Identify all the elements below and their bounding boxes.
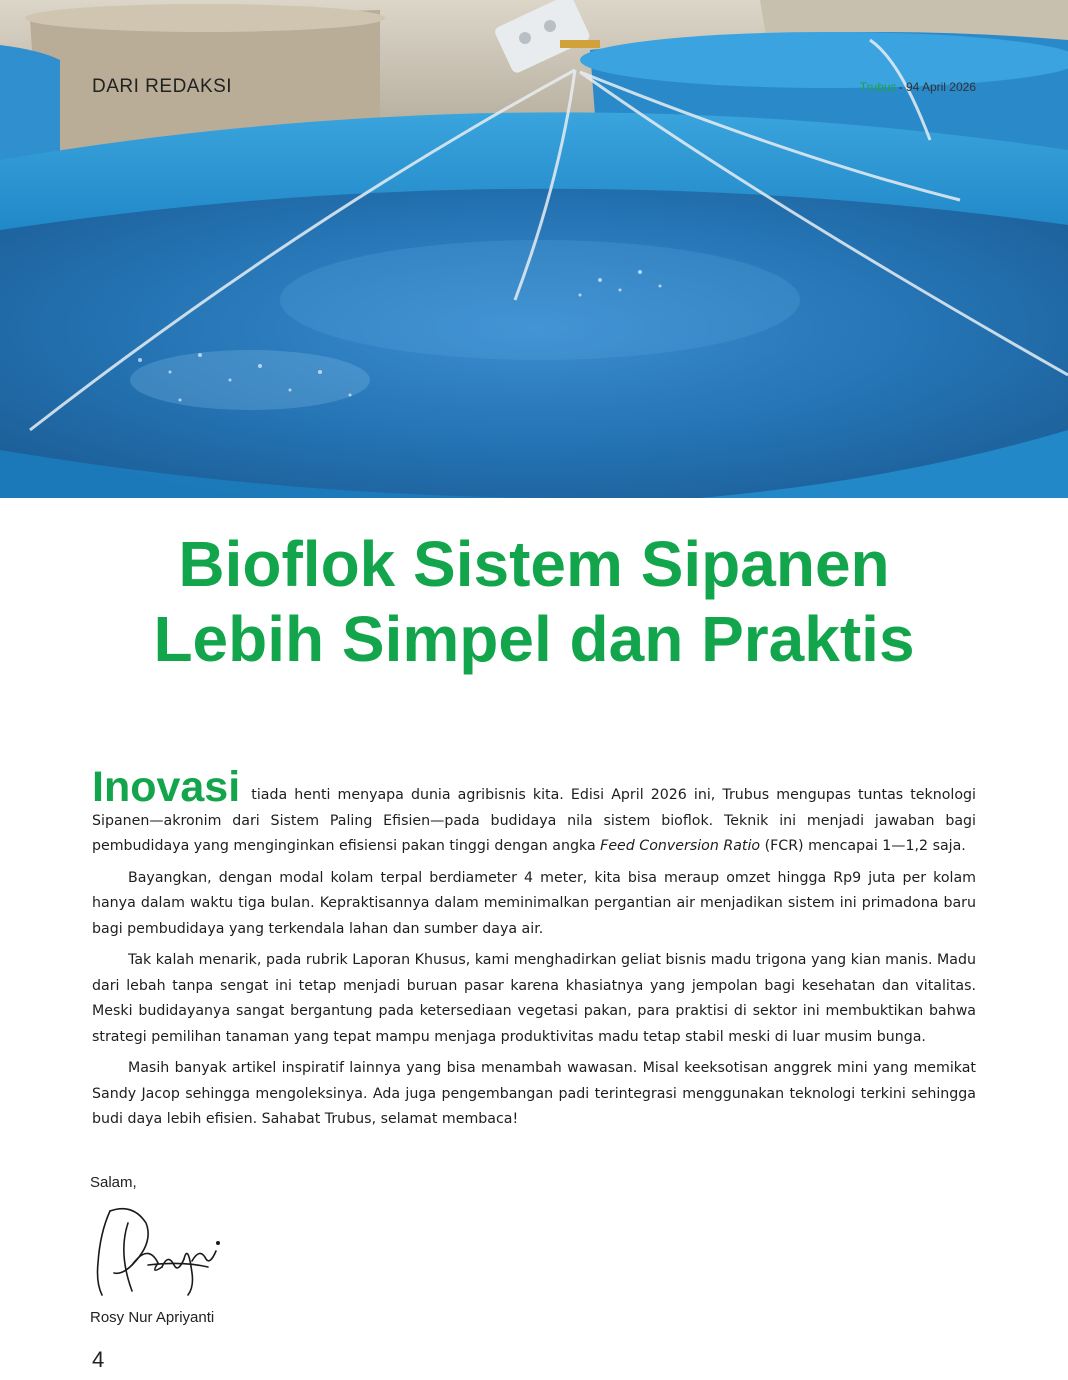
page-number: 4 xyxy=(92,1347,105,1372)
closing-greeting: Salam, xyxy=(90,1174,137,1191)
issue-brand: Trubus xyxy=(859,80,897,94)
signer-name: Rosy Nur Apriyanti xyxy=(90,1309,215,1326)
p1-text-a: tiada henti menyapa dunia agribisnis kita. Edisi April 2026 ini, Trubus mengupas tuntas teknologi Sipanen—akronim dari Sistem Paling Efisien—pada budidaya nila sistem bioflok. Teknik ini menjadi jawaban bagi pembudidaya yang menginginkan efisiensi pakan tinggi dengan angka xyxy=(92,787,976,854)
photo-biofloc-tank-icon xyxy=(0,0,1068,498)
page-title xyxy=(0,527,1068,677)
p1-text-b: (FCR) mencapai 1—1,2 saja. xyxy=(760,838,966,854)
hero-photo xyxy=(0,0,1068,498)
article-body xyxy=(92,763,976,1139)
paragraph-3: Tak kalah menarik, pada rubrik Laporan Khusus, kami menghadirkan geliat bisnis madu trigona yang kian manis. Madu dari lebah tanpa sengat ini tetap menjadi buruan pasar karena khasiatnya yang jempolan bagi kesehatan dan vitalitas. Meski budidayanya sangat bergantung pada ketersediaan vegetasi pakan, para praktisi di sektor ini membuktikan bahwa strategi pemilihan tanaman yang tepat mampu menjaga produktivitas madu tetap stabil meski di luar musim bunga. xyxy=(92,952,976,1045)
issue-label xyxy=(860,80,976,94)
paragraph-4: Masih banyak artikel inspiratif lainnya yang bisa menambah wawasan. Misal keeksotisan anggrek mini yang memikat Sandy Jacop sehingga mengoleksinya. Ada juga pengembangan padi terintegrasi menggunakan teknologi terkini sehingga budi daya lebih efisien. Sahabat Trubus, selamat membaca! xyxy=(92,1060,976,1127)
paragraph-1 xyxy=(92,763,976,860)
lead-word: Inovasi xyxy=(92,763,241,811)
title-line-2: Lebih Simpel dan Praktis xyxy=(153,603,915,675)
issue-info: - 94 April 2026 xyxy=(898,80,976,94)
handwritten-signature xyxy=(88,1203,228,1308)
p1-italic: Feed Conversion Ratio xyxy=(600,838,761,854)
title-line-1: Bioflok Sistem Sipanen xyxy=(178,528,890,600)
section-label: DARI REDAKSI xyxy=(92,76,233,97)
paragraph-2: Bayangkan, dengan modal kolam terpal berdiameter 4 meter, kita bisa meraup omzet hingga Rp9 juta per kolam hanya dalam waktu tiga bulan. Kepraktisannya dalam meminimalkan pergantian air menjadikan sistem ini primadona baru bagi pembudidaya yang terkendala lahan dan sumber daya air. xyxy=(92,869,976,937)
